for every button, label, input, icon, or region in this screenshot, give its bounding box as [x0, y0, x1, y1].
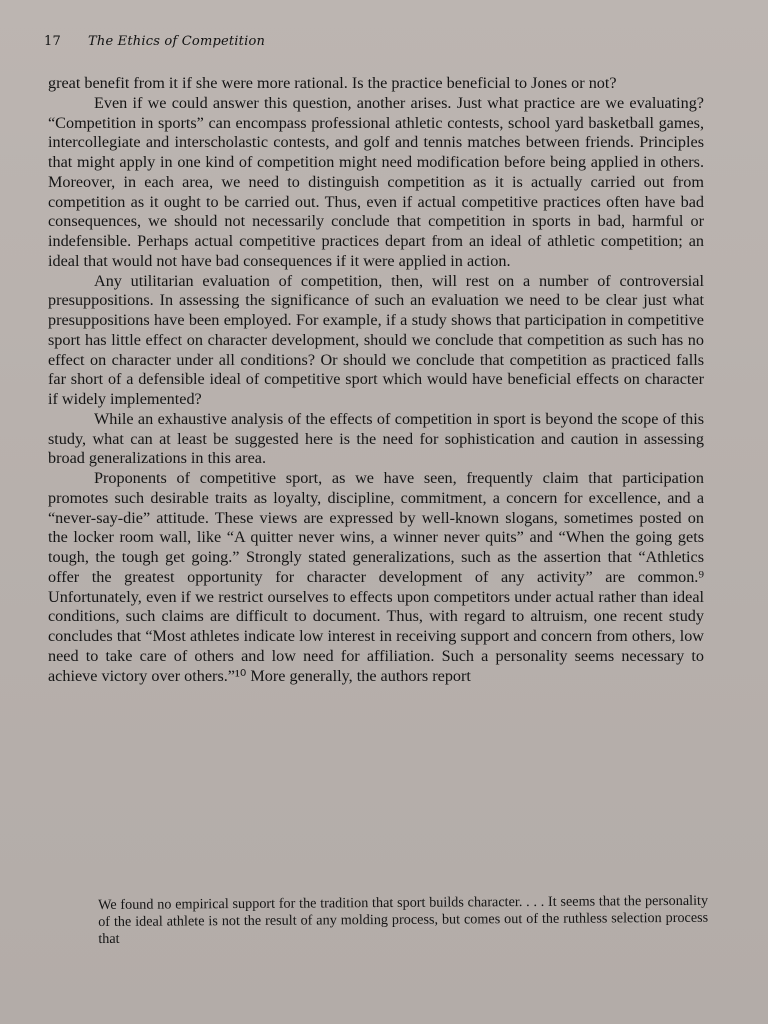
block-quote [98, 893, 708, 948]
paragraph: While an exhaustive analysis of the effects of competition in sport is beyond the scope of this study, what can at least be suggested here is the need for sophistication and caution in assessing broad generalizations in this area. [48, 409, 704, 468]
body-text [48, 74, 704, 686]
running-title: The Ethics of Competition [88, 34, 266, 49]
paragraph-continuation: great benefit from it if she were more rational. Is the practice beneficial to Jones or not? [48, 74, 617, 92]
paragraph: Any utilitarian evaluation of competition, then, will rest on a number of controversial presuppositions. In assessing the significance of such an evaluation we need to be clear just what presuppositions have been employed. For example, if a study shows that participation in competitive sport has little effect on character development, should we conclude that competition as such has no effect on character under all conditions? Or should we conclude that competition as practiced falls far short of a defensible ideal of competitive sport which would have beneficial effects on character if widely implemented? [48, 271, 704, 408]
paragraph: Even if we could answer this question, another arises. Just what practice are we evaluating? “Competition in sports” can encompass professional athletic contests, school yard basketball games, intercollegiate and interscholastic contests, and golf and tennis matches between friends. Principles that might apply in one kind of competition might need modification before being applied in others. Moreover, in each area, we need to distinguish competition as it is actually carried out from competition as it ought to be carried out. Thus, even if actual competitive practices often have bad consequences, we should not necessarily conclude that competition in sports in bad, harmful or indefensible. Perhaps actual competitive practices depart from an ideal of athletic competition; an ideal that would not have bad consequences if it were applied in action. [48, 93, 704, 270]
paragraph: Proponents of competitive sport, as we have seen, frequently claim that participation promotes such desirable traits as loyalty, discipline, commitment, a concern for excellence, and a “never-say-die” attitude. These views are expressed by well-known slogans, sometimes posted on the locker room wall, like “A quitter never wins, a winner never quits” and “When the going gets tough, the tough get going.” Strongly stated generalizations, such as the assertion that “Athletics offer the greatest opportunity for character development of any activity” are common.⁹ Unfortunately, even if we restrict ourselves to effects upon competitors under actual rather than ideal conditions, such claims are difficult to document. Thus, with regard to altruism, one recent study concludes that “Most athletes indicate low interest in receiving support and concern from others, low need to take care of others and low need for affiliation. Such a personality seems necessary to achieve victory over others.”¹⁰ More generally, the authors report [48, 469, 704, 685]
page-number: 17 [44, 34, 61, 49]
running-head [44, 34, 265, 49]
block-quote-text: We found no empirical support for the tradition that sport builds character. . . . It seems that the personality of the ideal athlete is not the result of any molding process, but comes out of the ruthless selection process that [98, 892, 709, 947]
